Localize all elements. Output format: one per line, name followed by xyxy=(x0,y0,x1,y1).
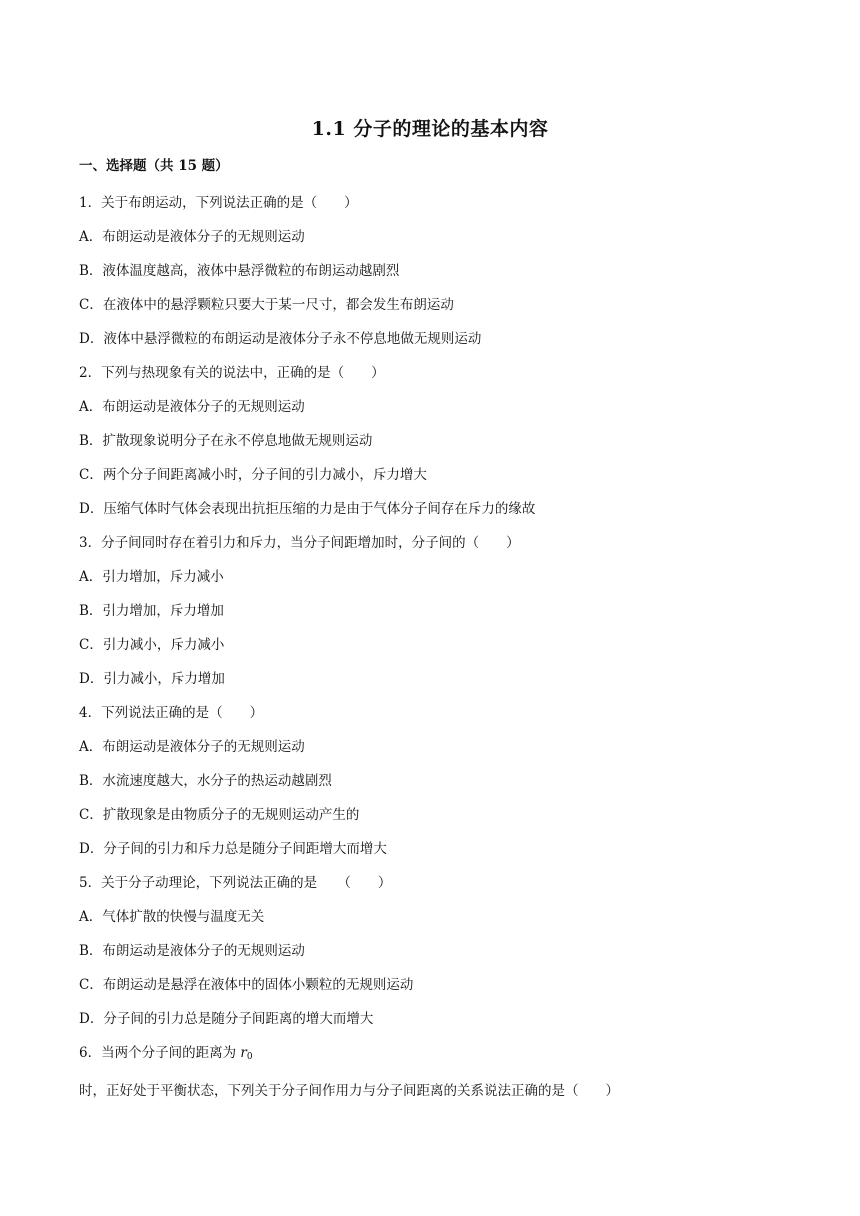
question-5-option-c: C．布朗运动是悬浮在液体中的固体小颗粒的无规则运动 xyxy=(79,977,414,993)
question-1-option-b: B．液体温度越高，液体中悬浮微粒的布朗运动越剧烈 xyxy=(79,263,400,279)
question-4-stem: 4．下列说法正确的是（ ） xyxy=(79,705,264,721)
section-heading: 一、选择题（共 15 题） xyxy=(79,158,229,174)
question-3-option-d: D．引力减小，斥力增加 xyxy=(79,671,225,687)
question-3-option-c: C．引力减小，斥力减小 xyxy=(79,637,225,653)
question-1-option-a: A．布朗运动是液体分子的无规则运动 xyxy=(79,229,305,245)
question-6-stem xyxy=(79,1036,789,1108)
question-5-stem: 5．关于分子动理论，下列说法正确的是 （ ） xyxy=(79,875,392,891)
question-2-option-a: A．布朗运动是液体分子的无规则运动 xyxy=(79,399,305,415)
question-6-variable: r xyxy=(240,1045,247,1061)
question-4-option-b: B．水流速度越大，水分子的热运动越剧烈 xyxy=(79,773,332,789)
question-6-lead: 6．当两个分子间的距离为 xyxy=(79,1045,241,1061)
question-1-option-c: C．在液体中的悬浮颗粒只要大于某一尺寸，都会发生布朗运动 xyxy=(79,297,454,313)
question-2-stem: 2．下列与热现象有关的说法中，正确的是（ ） xyxy=(79,365,385,381)
question-3-option-a: A．引力增加，斥力减小 xyxy=(79,569,224,585)
question-5-option-b: B．布朗运动是液体分子的无规则运动 xyxy=(79,943,305,959)
question-5-option-d: D．分子间的引力总是随分子间距离的增大而增大 xyxy=(79,1011,374,1027)
question-4-option-d: D．分子间的引力和斥力总是随分子间距增大而增大 xyxy=(79,841,387,857)
document-title: 1.1 分子的理论的基本内容 xyxy=(311,118,549,140)
question-6-rest: 时，正好处于平衡状态，下列关于分子间作用力与分子间距离的关系说法正确的是（ ） xyxy=(79,1083,619,1099)
question-1-stem: 1．关于布朗运动，下列说法正确的是（ ） xyxy=(79,195,358,211)
question-2-option-d: D．压缩气体时气体会表现出抗拒压缩的力是由于气体分子间存在斥力的缘故 xyxy=(79,501,536,517)
question-4-option-a: A．布朗运动是液体分子的无规则运动 xyxy=(79,739,305,755)
question-2-option-b: B．扩散现象说明分子在永不停息地做无规则运动 xyxy=(79,433,373,449)
question-3-stem: 3．分子间同时存在着引力和斥力，当分子间距增加时，分子间的（ ） xyxy=(79,535,520,551)
question-2-option-c: C．两个分子间距离减小时，分子间的引力减小，斥力增大 xyxy=(79,467,427,483)
question-3-option-b: B．引力增加，斥力增加 xyxy=(79,603,224,619)
question-1-option-d: D．液体中悬浮微粒的布朗运动是液体分子永不停息地做无规则运动 xyxy=(79,331,482,347)
question-6-subscript: 0 xyxy=(246,1052,253,1062)
question-list xyxy=(79,154,789,1108)
question-5-option-a: A．气体扩散的快慢与温度无关 xyxy=(79,909,265,925)
question-4-option-c: C．扩散现象是由物质分子的无规则运动产生的 xyxy=(79,807,360,823)
